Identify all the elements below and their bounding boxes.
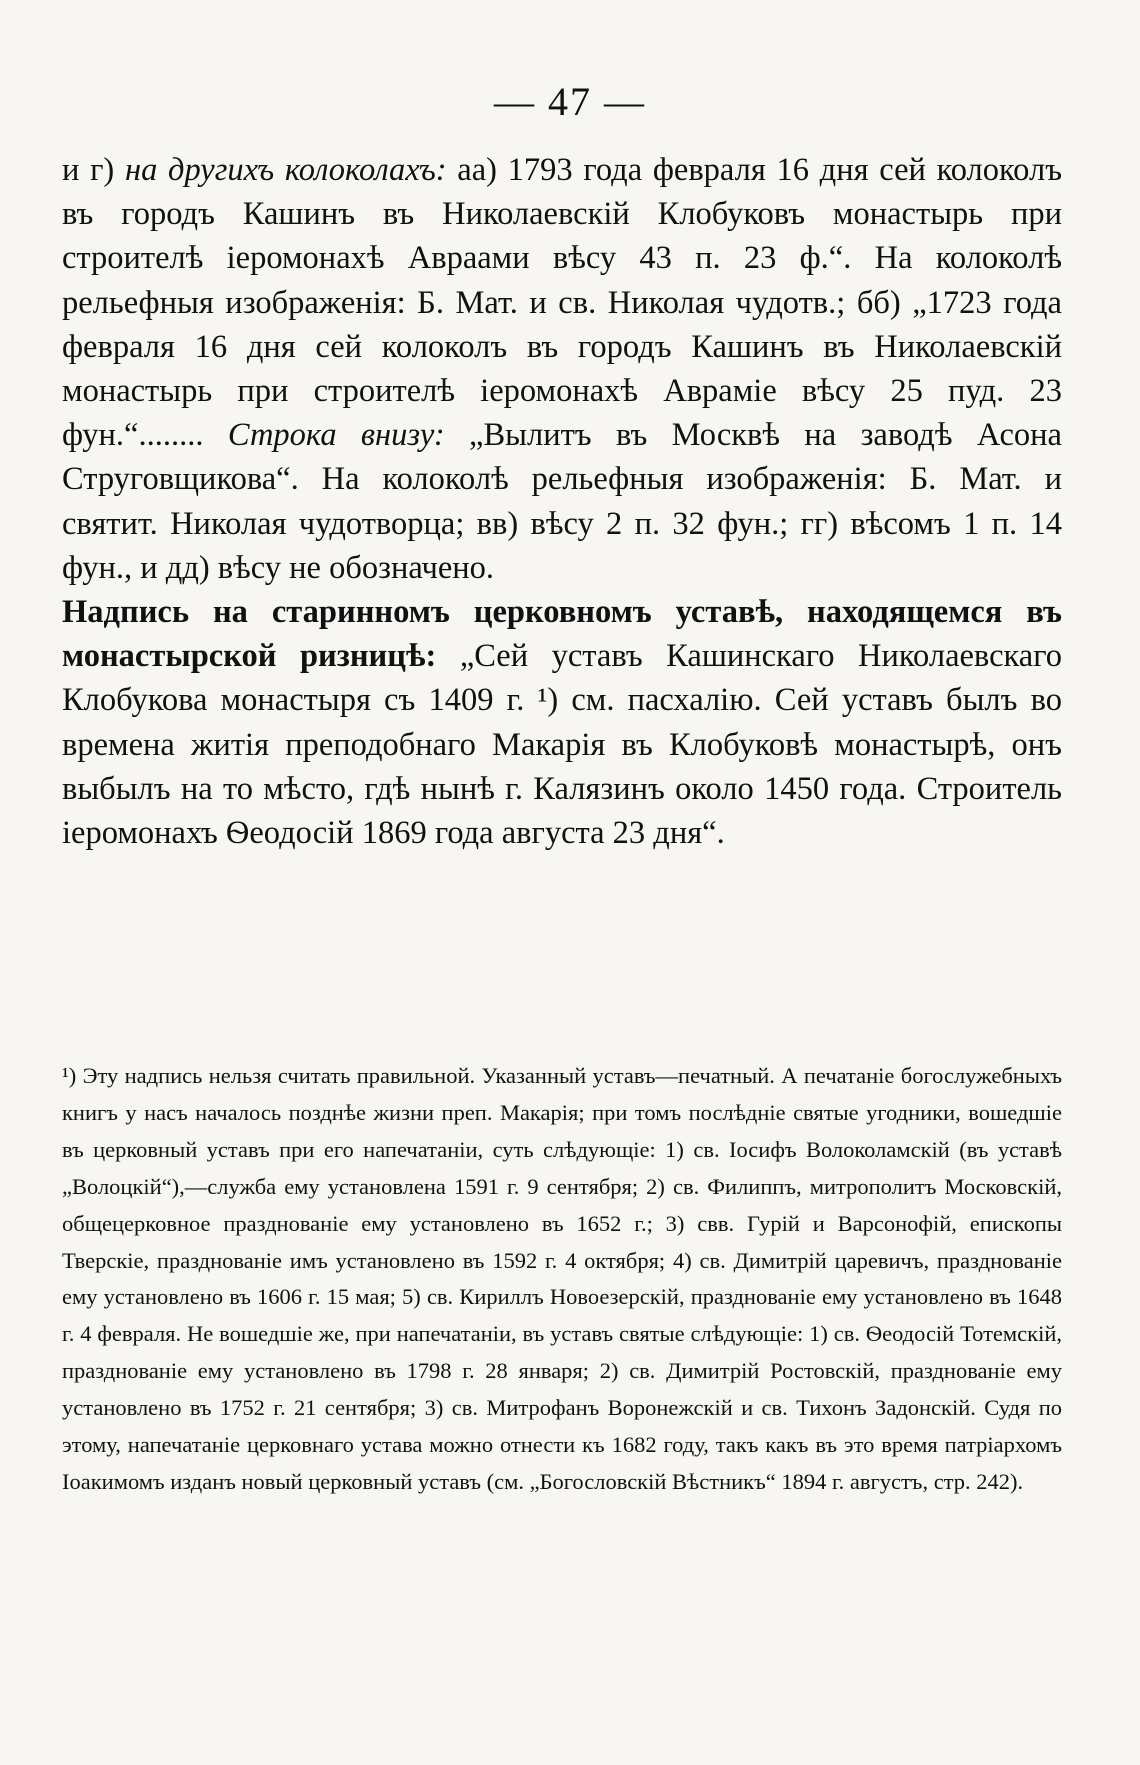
bells-text: аа) 1793 года февраля 16 дня сей колоколъ въ городъ Кашинъ въ Николаевскій Клобуковъ монастырь при строителѣ іеромонахѣ Авраами вѣсу 43 п. 23 ф.“. На колоколѣ рельефныя изображенія: Б. Мат. и св. Николая чудотв.; бб) „1723 года февраля 16 дня сей колоколъ въ городъ Кашинъ въ Николаевскій монастырь при строителѣ іеромонахѣ Авраміе вѣсу 25 пуд. 23 фун.“........: [62, 152, 1063, 454]
bells-paragraph: [62, 148, 1062, 590]
ustav-text: „Сей уставъ Кашинскаго Николаевскаго Клобукова монастыря съ 1409 г. ¹) см. пасхалію. Сей уставъ былъ во времена житія преподобнаго Макарія въ Клобуковѣ монастырѣ, онъ выбылъ на то мѣсто, гдѣ нынѣ г. Калязинъ около 1450 года. Строитель іеромонахъ Ѳеодосій 1869 года августа 23 дня“.: [62, 638, 1062, 852]
section-heading: Надпись на старинномъ церковномъ уставѣ, находящемся въ монастырской ризницѣ:: [62, 594, 1062, 675]
bells-label: и г): [62, 152, 125, 188]
inscription-label: Строка внизу:: [227, 417, 445, 454]
bells-italic: на другихъ колоколахъ:: [124, 152, 447, 188]
page-number: — 47 —: [494, 79, 646, 124]
footnote: [62, 1058, 1062, 1501]
bells-text-continued: „Вылитъ въ Москвѣ на заводѣ Асона Струговщикова“. На колоколѣ рельефныя изображенія: Б. Мат. и святит. Николая чудотворца; вв) вѣсу 2 п. 32 фун.; гг) вѣсомъ 1 п. 14 фун., и дд) вѣсу не обозначено.: [62, 417, 1062, 586]
ustav-paragraph: [62, 590, 1062, 855]
footnote-text: ¹) Эту надпись нельзя считать правильной. Указанный уставъ—печатный. А печатаніе богослужебныхъ книгъ у насъ началось позднѣе жизни преп. Макарія; при томъ послѣдніе святые угодники, вошедшіе въ церковный уставъ при его напечатаніи, суть слѣдующіе: 1) св. Іосифъ Волоколамскій (въ уставѣ „Волоцкій“),—служба ему установлена 1591 г. 9 сентября; 2) св. Филиппъ, митрополитъ Московскій, общецерковное празднованіе ему установлено въ 1652 г.; 3) свв. Гурій и Варсонофій, епископы Тверскіе, празднованіе имъ установлено въ 1592 г. 4 октября; 4) св. Димитрій царевичъ, празднованіе ему установлено въ 1606 г. 15 мая; 5) св. Кириллъ Новоезерскій, празднованіе ему установлено въ 1648 г. 4 февраля. Не вошедшіе же, при напечатаніи, въ уставъ святые слѣдующіе: 1) св. Ѳеодосій Тотемскій, празднованіе ему установлено въ 1798 г. 28 января; 2) св. Димитрій Ростовскій, празднованіе ему установлено въ 1752 г. 21 сентября; 3) св. Митрофанъ Воронежскій и св. Тихонъ Задонскій. Судя по этому, напечатаніе церковнаго устава можно отнести къ 1682 году, такъ какъ въ это время патріархомъ Іоакимомъ изданъ новый церковный уставъ (см. „Богословскій Вѣстникъ“ 1894 г. августъ, стр. 242).: [62, 1063, 1062, 1494]
main-text: [62, 148, 1062, 855]
